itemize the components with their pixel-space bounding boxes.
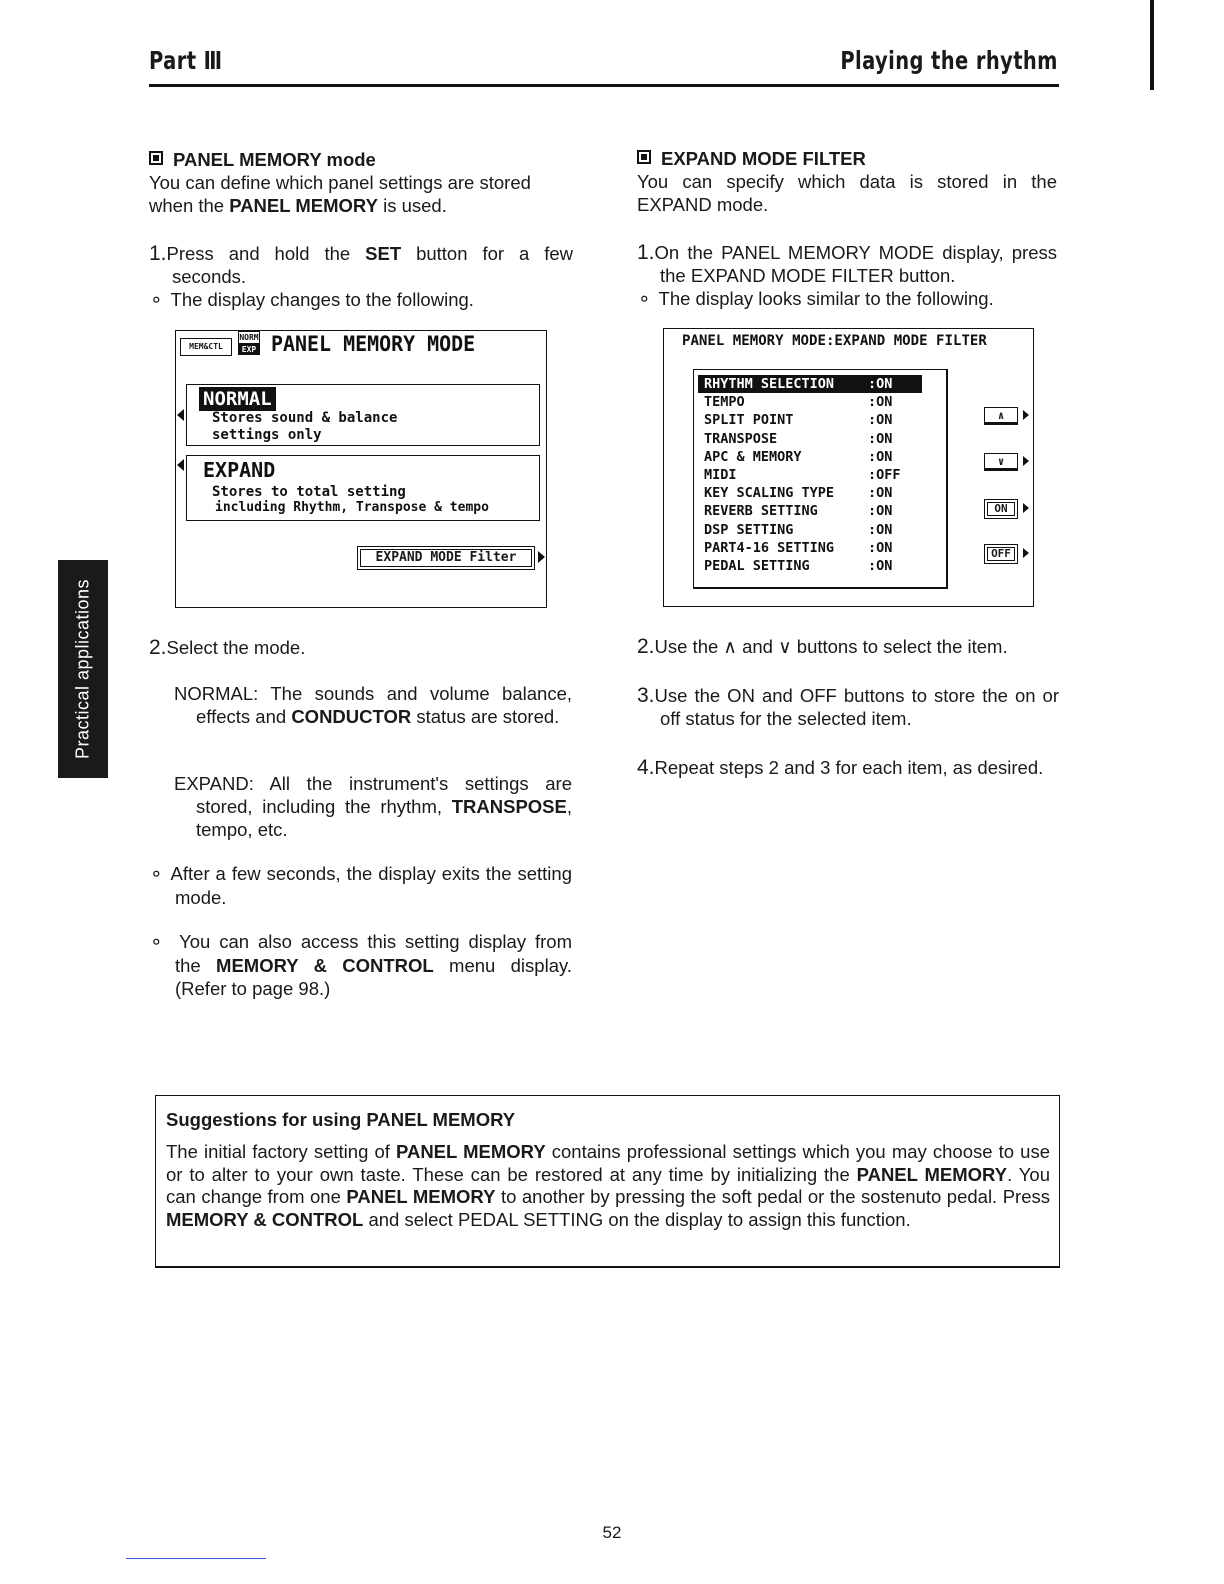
filter-item-name: TRANSPOSE	[704, 430, 778, 447]
filter-item-status: :ON	[868, 557, 893, 574]
page-number: 52	[602, 1523, 622, 1542]
right-step-3: 3.Use the ON and OFF buttons to store the on or off status for the selected item.	[637, 684, 1059, 729]
filter-item-status: :ON	[868, 503, 893, 520]
normal-mode-label: NORMAL	[199, 387, 276, 411]
suggestions-title: Suggestions for using PANEL MEMORY	[166, 1109, 516, 1130]
right-step-4: 4.Repeat steps 2 and 3 for each item, as desired.	[637, 756, 1044, 779]
filter-item-status: :ON	[868, 376, 893, 392]
section-square-icon	[149, 151, 163, 165]
filter-row[interactable]	[698, 411, 922, 429]
expand-select-arrow-icon	[177, 459, 184, 471]
filter-row[interactable]	[698, 502, 922, 520]
suggestions-text: The initial factory setting of PANEL MEMORY contains professional settings which you may choose to use or to alter to your own taste. These can be restored at any time by initializing the PANEL MEMORY. You can change from one PANEL MEMORY to another by pressing the soft pedal or the sostenuto pedal. Press MEMORY & CONTROL and select PEDAL SETTING on the display to assign this function.	[166, 1141, 1050, 1230]
expand-tag: EXP	[238, 344, 260, 355]
filter-row[interactable]	[698, 430, 922, 448]
filter-item-name: RHYTHM SELECTION	[704, 376, 835, 392]
panel-memory-mode-display	[175, 330, 547, 608]
left-bullet-2: ∘ After a few seconds, the display exits the setting mode.	[150, 862, 572, 909]
left-step-2: 2.Select the mode.	[149, 636, 306, 659]
section-title: EXPAND MODE FILTER	[661, 148, 866, 169]
section-square-icon	[637, 150, 651, 164]
left-step-1: 1.Press and hold the SET button for a few seconds.	[149, 242, 573, 287]
side-tab-label: Practical applications	[72, 578, 93, 760]
filter-item-status: :ON	[868, 521, 893, 538]
expand-mode-filter-heading	[637, 148, 866, 170]
filter-item-name: KEY SCALING TYPE	[704, 485, 835, 502]
memory-control-tag[interactable]: MEM&CTL	[180, 338, 232, 356]
normal-mode-option[interactable]	[186, 384, 540, 446]
filter-item-status: :ON	[868, 430, 893, 447]
filter-row[interactable]	[698, 375, 922, 393]
suggestions-box	[155, 1095, 1060, 1268]
up-arrow-icon	[1023, 410, 1029, 420]
page-edge-mark	[1150, 0, 1154, 90]
normal-mode-desc-1: Stores sound & balance	[212, 410, 398, 426]
filter-row[interactable]	[698, 539, 922, 557]
filter-row[interactable]	[698, 484, 922, 502]
display2-title: PANEL MEMORY MODE:EXPAND MODE FILTER	[682, 333, 987, 349]
right-step-2: 2.Use the ∧ and ∨ buttons to select the item.	[637, 635, 1008, 658]
filter-item-status: :ON	[868, 448, 893, 465]
filter-item-list	[693, 369, 948, 589]
on-arrow-icon	[1023, 503, 1029, 513]
off-button[interactable]: OFF	[984, 544, 1018, 564]
filter-item-status: :ON	[868, 539, 893, 556]
filter-item-status: :OFF	[868, 466, 901, 483]
filter-row[interactable]	[698, 557, 922, 575]
filter-item-status: :ON	[868, 412, 893, 429]
filter-item-name: REVERB SETTING	[704, 503, 818, 520]
down-button[interactable]: ∨	[984, 453, 1018, 471]
filter-row[interactable]	[698, 466, 922, 484]
expand-filter-intro: You can specify which data is stored in the EXPAND mode.	[637, 171, 1057, 215]
filter-row[interactable]	[698, 393, 922, 411]
on-button[interactable]: ON	[984, 499, 1018, 519]
normal-select-arrow-icon	[177, 409, 184, 421]
filter-row[interactable]	[698, 521, 922, 539]
filter-item-name: TEMPO	[704, 394, 745, 411]
filter-item-name: PART4-16 SETTING	[704, 539, 835, 556]
expand-mode-option[interactable]	[186, 455, 540, 521]
filter-item-status: :ON	[868, 394, 893, 411]
left-bullet-1: ∘ The display changes to the following.	[150, 288, 474, 312]
panel-memory-mode-heading	[149, 149, 376, 171]
expand-description: EXPAND: All the instrument's settings are stored, including the rhythm, TRANSPOSE, tempo, etc.	[174, 773, 572, 840]
right-step-1: 1.On the PANEL MEMORY MODE display, press the EXPAND MODE FILTER button.	[637, 241, 1057, 286]
normal-tag: NORM	[239, 333, 259, 342]
filter-item-status: :ON	[868, 485, 893, 502]
expand-mode-desc-2: including Rhythm, Transpose & tempo	[215, 500, 489, 515]
filter-item-name: MIDI	[704, 466, 737, 483]
filter-item-name: PEDAL SETTING	[704, 557, 810, 574]
filter-row[interactable]	[698, 448, 922, 466]
filter-item-name: DSP SETTING	[704, 521, 794, 538]
expand-mode-filter-display	[663, 328, 1034, 607]
side-tab	[58, 560, 108, 778]
left-bullet-3: ∘ You can also access this setting display from the MEMORY & CONTROL menu display. (Refer to page 98.)	[150, 930, 572, 1000]
off-arrow-icon	[1023, 548, 1029, 558]
expand-mode-desc-1: Stores to total setting	[212, 484, 406, 500]
filter-item-name: SPLIT POINT	[704, 412, 794, 429]
filter-item-name: APC & MEMORY	[704, 448, 802, 465]
header-rule	[149, 84, 1059, 87]
normal-description: NORMAL: The sounds and volume balance, effects and CONDUCTOR status are stored.	[174, 683, 572, 727]
expand-mode-filter-button[interactable]: EXPAND MODE Filter	[357, 546, 535, 570]
header-chapter-title: Playing the rhythm	[840, 46, 1058, 75]
filter-button-arrow-icon	[538, 551, 545, 563]
header-part-label: Part Ⅲ	[149, 46, 223, 75]
panel-memory-intro: You can define which panel settings are stored when the PANEL MEMORY is used.	[149, 172, 531, 216]
expand-mode-label: EXPAND	[203, 458, 276, 482]
display1-title: PANEL MEMORY MODE	[271, 332, 476, 356]
right-bullet-1: ∘ The display looks similar to the following.	[638, 287, 994, 311]
down-arrow-icon	[1023, 456, 1029, 466]
section-title: PANEL MEMORY mode	[173, 149, 376, 170]
up-button[interactable]: ∧	[984, 407, 1018, 425]
footer-rule	[126, 1558, 266, 1559]
normal-mode-desc-2: settings only	[212, 427, 322, 443]
